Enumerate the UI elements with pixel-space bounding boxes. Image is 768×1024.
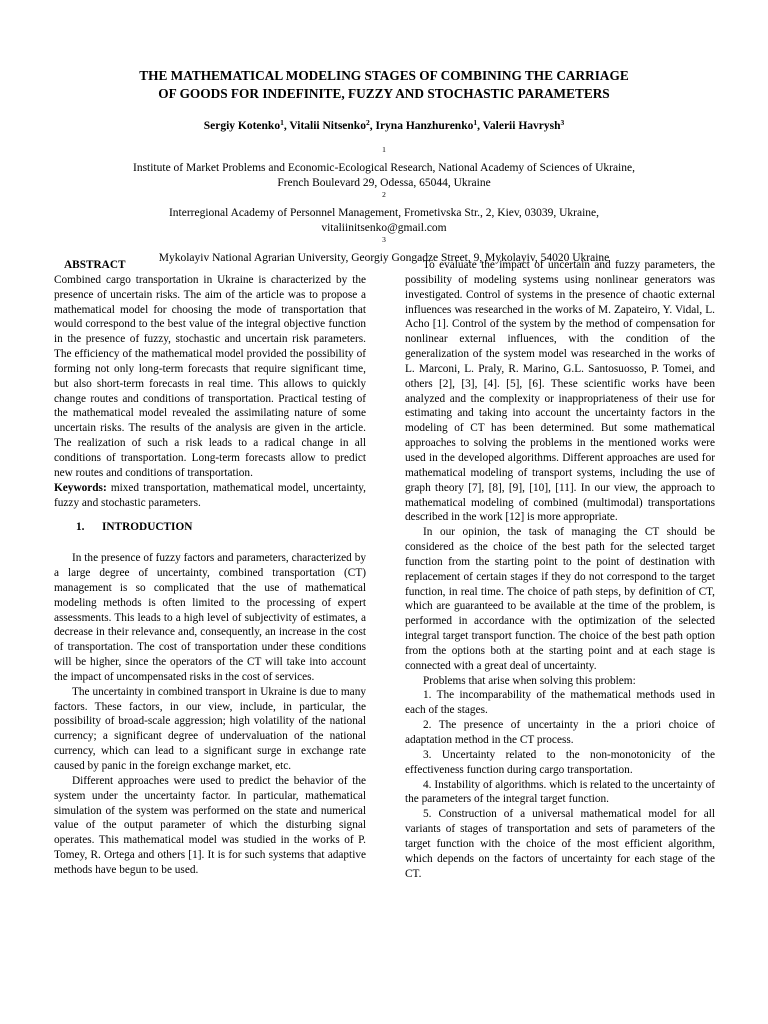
affiliation-line: French Boulevard 29, Odessa, 65044, Ukraine — [277, 177, 491, 189]
body-paragraph: To evaluate the impact of uncertain and fuzzy parameters, the possibility of modeling systems using nonlinear generators was investigated. Control of systems in the presence of chaotic external influences was researched in the works of M. Zapateiro, Y. Vidal, L. Acho [1]. Control of the system by the method of compensation for nonlinear external influences, with the condition of the generalization of the system model was researched in the works of L. Marconi, L. Praly, R. Marino, G.L. Santosuosso, P. Tomei, and others [2], [3], [4]. [5], [6]. These scientific works have been analyzed and the complexity or inappropriateness of their use for estimating and taking into account the uncertainty factors in the modeling of CT has been determined. But some mathematical approaches to solving the problems in the mentioned works were used in the developed algorithms. Different approaches are used for mathematical modeling of transport systems, including the use of graph theory [7], [8], [9], [10], [11]. In our view, the approach to mathematical modeling of combined (multimodal) transportations described in the work [12] is more appropriate. — [405, 259, 715, 524]
author-name: Valerii Havrysh — [482, 120, 561, 132]
body-paragraph: Problems that arise when solving this problem: — [423, 674, 636, 687]
left-column — [54, 258, 366, 878]
problem-list-item: 5. Construction of a universal mathematical model for all variants of stages of transportation and sets of parameters of the target function with the choice of the most efficient algorithm, which depends on the factors of uncertainty for each stage of the CT. — [405, 808, 715, 880]
affiliation-mark: 3 — [382, 235, 386, 244]
affiliation-line — [60, 146, 708, 176]
right-column — [405, 258, 715, 881]
body-paragraph: In our opinion, the task of managing the CT should be considered as the choice of the best path for the selected target function from the starting point to the point of destination with replacement of certain stages if they do not correspond to the target function, in real time. The choice of path steps, by definition of CT, which are guaranteed to be available at the time of the problem, is performed in accordance with the optimization of the selected integral target transport function. The choice of the best path option from the options both at the starting point and at each stage is connected with a great deal of uncertainty. — [405, 526, 715, 672]
problem-list-item: 4. Instability of algorithms. which is related to the uncertainty of the parameters of the integral target function. — [405, 778, 715, 806]
keywords-label: Keywords: — [54, 481, 107, 494]
body-paragraph: The uncertainty in combined transport in Ukraine is due to many factors. These factors, in our view, include, in particular, the possibility of broad-scale aggression; high volatility of the national currency; a significant degree of undervaluation of the national currency, which can lead to a significant surge in exchange rate caused by panic in the foreign exchange market, etc. — [54, 685, 366, 772]
body-paragraph: In the presence of fuzzy factors and parameters, characterized by a large degree of uncertainty, combined transportation (CT) management is so complicated that the use of mathematical modeling methods is often limited to the processing of expert assessments. This leads to a high level of subjectivity of estimates, a decrease in their relevance and, consequently, an increase in the cost of transportation. The cost of transportation under these conditions will be higher, since the operators of the CT will take into account the impact of uncompensated risks in the cost of services. — [54, 552, 366, 683]
author-affiliation-mark: 1 — [280, 118, 284, 127]
author-affiliation-mark: 2 — [365, 118, 370, 127]
author-affiliation-mark: 3 — [560, 118, 565, 127]
abstract-heading: ABSTRACT — [64, 259, 126, 271]
author-list: Sergiy Kotenko$^1$, Vitalii Nitsenko$^2$, Iryna Hanzhurenko$^1$, Valerii Havrysh$^3$ — [203, 118, 565, 132]
problem-list-item: 1. The incomparability of the mathematical methods used in each of the stages. — [405, 689, 715, 717]
affiliation-line — [60, 191, 708, 221]
section-heading — [54, 520, 366, 535]
affiliation-email[interactable]: vitaliinitsenko@gmail.com — [321, 222, 447, 234]
problem-list-item: 3. Uncertainty related to the non-monotonicity of the effectiveness function during cargo transportation. — [405, 748, 715, 776]
affiliations — [60, 146, 708, 266]
affiliation-mark: 1 — [382, 145, 386, 154]
problem-list-item: 2. The presence of uncertainty in the a priori choice of adaptation method in the CT process. — [405, 719, 715, 746]
author-name: Iryna Hanzhurenko — [375, 120, 474, 132]
affiliation-text: Mykolayiv National Agrarian University, Georgiy Gongadze Street, 9, Mykolayiv, 54020 Ukraine — [158, 252, 610, 264]
abstract-text: Combined cargo transportation in Ukraine is characterized by the presence of uncertain risks. The aim of the article was to propose a mathematical model for choosing the mode of transportation that would correspond to the best value of the integral objective function in the presence of fuzzy, stochastic and uncertain risk parameters. The efficiency of the mathematical model provided the possibility of forming not only long-term forecasts that require significant time, but also short-term forecasts in real time. This allows to quickly change routes and conditions of transportation. Practical testing of the mathematical model revealed the assimilating nature of some uncertain risks. The results of the analysis are given in the article. The realization of such a risk leads to a radical change in all conditions of transportation. Long-term forecasts allow to predict new routes and conditions of transportation. — [54, 273, 366, 479]
author-name: Vitalii Nitsenko — [289, 120, 366, 132]
title-line: THE MATHEMATICAL MODELING STAGES OF COMBINING THE CARRIAGE — [139, 68, 629, 83]
paper-title — [60, 67, 708, 102]
keywords — [54, 481, 366, 511]
keywords-text: mixed transportation, mathematical model, uncertainty, fuzzy and stochastic parameters. — [54, 481, 366, 509]
affiliation-text: Interregional Academy of Personnel Management, Frometivska Str., 2, Kiev, 03039, Ukraine, — [168, 207, 600, 219]
affiliation-mark: 2 — [382, 190, 386, 199]
body-paragraph: Different approaches were used to predict the behavior of the system under the uncertainty factor. In particular, mathematical simulation of the system was performed on the state and numerical value of the output parameter of which the disturbing signal operates. This mathematical model was studied in the works of P. Tomey, R. Ortega and others [1]. It is for such systems that adaptive methods have begun to be used. — [54, 774, 366, 876]
section-number: 1. — [76, 521, 85, 534]
author-name: Sergiy Kotenko — [203, 120, 281, 132]
affiliation-text: Institute of Market Problems and Economic-Ecological Research, National Academy of Sciences of Ukraine, — [132, 162, 635, 174]
author-affiliation-mark: 1 — [473, 118, 478, 127]
section-title: INTRODUCTION — [102, 521, 193, 534]
title-line: OF GOODS FOR INDEFINITE, FUZZY AND STOCHASTIC PARAMETERS — [158, 85, 610, 101]
